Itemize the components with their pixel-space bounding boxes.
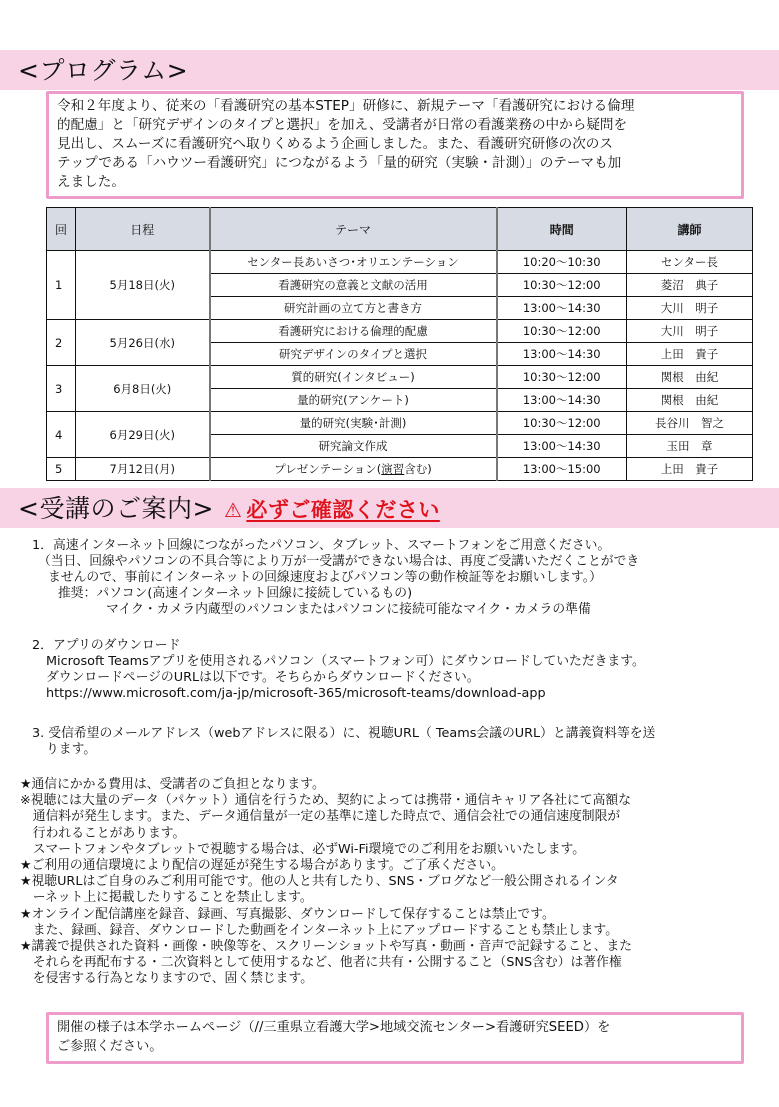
header-session-no: 回 xyxy=(47,208,76,251)
note-line: ★視聴URLはご自身のみご利用可能です。他の人と共有したり、SNS・ブログなど一般公開されるインタ xyxy=(20,874,619,890)
note-line: 行われることがあります。 xyxy=(20,825,186,841)
table-row xyxy=(47,412,753,435)
item2-line: 2．アプリのダウンロード xyxy=(32,638,181,653)
theme-part: 含む) xyxy=(404,462,432,476)
table-header-row xyxy=(47,208,753,251)
table-row xyxy=(47,366,753,389)
session-lecturer: 長谷川 智之 xyxy=(627,412,753,435)
header-lecturer: 講師 xyxy=(627,208,753,251)
note-line: ーネット上に掲載したりすることを禁止します。 xyxy=(20,890,313,906)
intro-line: 的配慮」と「研究デザインのタイプと選択」を加え、受講者が日常の看護業務の中から疑問を xyxy=(57,117,628,133)
note-line: ★通信にかかる費用は、受講者のご負担となります。 xyxy=(20,777,325,792)
theme-part: プレゼンテーション( xyxy=(274,462,382,476)
intro-line: えました。 xyxy=(57,174,125,190)
item3-line: ります。 xyxy=(46,742,97,757)
session-lecturer: 大川 明子 xyxy=(627,297,753,320)
table-row xyxy=(47,458,753,481)
homepage-notice-box xyxy=(46,1012,744,1064)
session-no: 5 xyxy=(47,458,76,481)
session-time: 10:30～12:00 xyxy=(497,274,627,297)
session-time: 10:30～12:00 xyxy=(497,412,627,435)
warning-triangle-icon: ⚠ xyxy=(223,498,243,522)
session-time: 10:20～10:30 xyxy=(497,251,627,274)
download-url-link[interactable]: https://www.microsoft.com/ja-jp/microsoft-365/microsoft-teams/download-app xyxy=(46,686,546,701)
note-line: また、録画、録音、ダウンロードした動画をインターネット上にアップロードすることも禁止します。 xyxy=(20,922,618,938)
session-theme: 研究計画の立て方と書き方 xyxy=(210,297,497,320)
session-date: 5月18日(火) xyxy=(76,251,210,320)
intro-line: 見出し、スムーズに看護研究へ取りくめるよう企画しました。また、看護研究研修の次のス xyxy=(57,136,613,152)
session-lecturer: センター長 xyxy=(627,251,753,274)
note-line: ※視聴には大量のデータ（パケット）通信を行うため、契約によっては携帯・通信キャリア各社にて高額な xyxy=(20,793,632,809)
session-theme: センター長あいさつ･オリエンテーション xyxy=(210,251,497,274)
session-lecturer: 菱沼 典子 xyxy=(627,274,753,297)
session-date: 7月12日(月) xyxy=(76,458,210,481)
session-no: 4 xyxy=(47,412,76,458)
item1-line: 1．高速インターネット回線につながったパソコン、タブレット、スマートフォンをご用意ください。 xyxy=(32,538,611,553)
session-date: 6月8日(火) xyxy=(76,366,210,412)
note-line: 通信料が発生します。また、データ通信量が一定の基準に達した時点で、通信会社での通信速度制限が xyxy=(20,809,621,825)
session-theme: 看護研究の意義と文献の活用 xyxy=(210,274,497,297)
note-line: それらを再配布する・二次資料として使用するなど、他者に共有・公開すること（SNS含む）は著作権 xyxy=(20,955,622,971)
guide-heading: <受講のご案内> xyxy=(18,494,214,523)
header-date: 日程 xyxy=(76,208,210,251)
session-lecturer: 上田 貴子 xyxy=(627,458,753,481)
session-lecturer: 上田 貴子 xyxy=(627,343,753,366)
footer-line: ご参照ください。 xyxy=(57,1039,163,1054)
session-time: 13:00～15:00 xyxy=(497,458,627,481)
session-theme: 質的研究(インタビュー) xyxy=(210,366,497,389)
session-time: 13:00～14:30 xyxy=(497,435,627,458)
session-time: 10:30～12:00 xyxy=(497,366,627,389)
guide-header-band xyxy=(0,488,779,528)
item1-line: （当日、回線やパソコンの不具合等により万が一受講ができない場合は、再度ご受講いただくことができ xyxy=(38,554,640,569)
note-line: を侵害する行為となりますので、固く禁じます。 xyxy=(20,971,314,987)
session-theme xyxy=(210,458,497,481)
program-heading: <プログラム> xyxy=(18,56,189,85)
session-theme: 看護研究における倫理的配慮 xyxy=(210,320,497,343)
warning-notice xyxy=(224,498,440,522)
session-lecturer: 関根 由紀 xyxy=(627,389,753,412)
session-theme: 量的研究(アンケート) xyxy=(210,389,497,412)
item1-line: 推奨：パソコン(高速インターネット回線に接続しているもの) xyxy=(58,586,413,601)
session-time: 10:30～12:00 xyxy=(497,320,627,343)
header-theme: テーマ xyxy=(210,208,497,251)
session-date: 5月26日(水) xyxy=(76,320,210,366)
session-time: 13:00～14:30 xyxy=(497,389,627,412)
session-no: 3 xyxy=(47,366,76,412)
item1-line: マイク・カメラ内蔵型のパソコンまたはパソコンに接続可能なマイク・カメラの準備 xyxy=(106,602,591,617)
note-line: ★ご利用の通信環境により配信の遅延が発生する場合があります。ご了承ください。 xyxy=(20,858,504,874)
session-lecturer: 大川 明子 xyxy=(627,320,753,343)
program-intro-box xyxy=(46,91,744,199)
footer-line: 開催の様子は本学ホームページ（//三重県立看護大学>地域交流センター>看護研究SEED）を xyxy=(57,1020,611,1035)
program-header-band xyxy=(0,50,779,90)
item2-line: ダウンロードページのURLは以下です。そちらからダウンロードください。 xyxy=(46,670,480,685)
note-line: スマートフォンやタブレットで視聴する場合は、必ずWi-Fi環境でのご利用をお願いいたします。 xyxy=(20,841,586,857)
warning-text: 必ずご確認ください xyxy=(246,498,440,522)
session-lecturer: 玉田 章 xyxy=(627,435,753,458)
session-time: 13:00～14:30 xyxy=(497,297,627,320)
table-row xyxy=(47,251,753,274)
schedule-table xyxy=(46,207,753,481)
guide-notes xyxy=(20,777,632,988)
item1-line: ませんので、事前にインターネットの回線速度およびパソコン等の動作検証等をお願いします。） xyxy=(48,570,602,585)
guide-item-1 xyxy=(32,538,639,618)
note-line: ★オンライン配信講座を録音、録画、写真撮影、ダウンロードして保存することは禁止です。 xyxy=(20,906,555,922)
session-time: 13:00～14:30 xyxy=(497,343,627,366)
theme-underlined-part: 演習 xyxy=(381,462,405,476)
guide-item-3 xyxy=(32,726,655,758)
session-theme: 研究デザインのタイプと選択 xyxy=(210,343,497,366)
session-theme: 研究論文作成 xyxy=(210,435,497,458)
session-date: 6月29日(火) xyxy=(76,412,210,458)
item2-line: Microsoft Teamsアプリを使用されるパソコン（スマートフォン可）にダウンロードしていただきます。 xyxy=(46,654,645,669)
session-no: 2 xyxy=(47,320,76,366)
note-line: ★講義で提供された資料・画像・映像等を、スクリーンショットや写真・動画・音声で記録すること、また xyxy=(20,939,633,955)
guide-item-2 xyxy=(32,638,645,702)
guide-heading-wrap xyxy=(18,496,440,521)
table-row xyxy=(47,320,753,343)
session-no: 1 xyxy=(47,251,76,320)
intro-line: テップである「ハウツー看護研究」につながるよう「量的研究（実験・計測）」のテーマも加 xyxy=(57,155,622,171)
header-time: 時間 xyxy=(497,208,627,251)
item3-line: 3. 受信希望のメールアドレス（webアドレスに限る）に、視聴URL（ Teams会議のURL）と講義資料等を送 xyxy=(32,726,656,741)
session-theme: 量的研究(実験･計測) xyxy=(210,412,497,435)
intro-line: 令和２年度より、従来の「看護研究の基本STEP」研修に、新規テーマ「看護研究における倫理 xyxy=(57,98,635,114)
session-lecturer: 関根 由紀 xyxy=(627,366,753,389)
